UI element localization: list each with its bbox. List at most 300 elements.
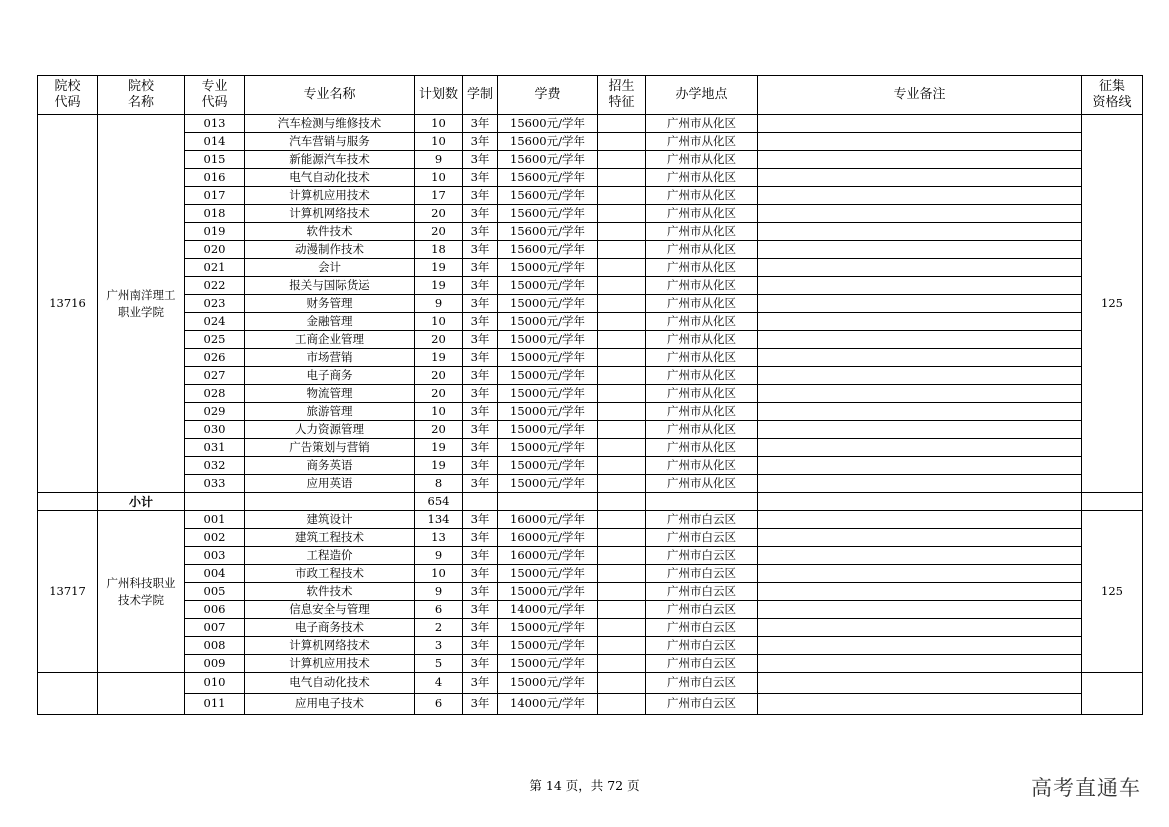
major-code-cell: 033 — [185, 475, 245, 493]
remark-cell — [758, 655, 1082, 673]
plan-cell: 13 — [415, 529, 463, 547]
fee-cell: 15000元/学年 — [498, 295, 598, 313]
fee-cell: 15000元/学年 — [498, 565, 598, 583]
major-name-cell: 电子商务技术 — [245, 619, 415, 637]
major-name-cell: 物流管理 — [245, 385, 415, 403]
major-code-cell: 032 — [185, 457, 245, 475]
major-name-cell: 财务管理 — [245, 295, 415, 313]
remark-cell — [758, 583, 1082, 601]
table-row — [38, 259, 1143, 277]
table-row — [38, 511, 1143, 529]
feature-cell — [598, 439, 646, 457]
cutoff-cell — [1082, 673, 1143, 715]
plan-cell: 4 — [415, 673, 463, 694]
location-cell: 广州市从化区 — [646, 403, 758, 421]
table-row — [38, 694, 1143, 715]
location-cell: 广州市从化区 — [646, 349, 758, 367]
major-code-cell: 029 — [185, 403, 245, 421]
years-cell: 3年 — [463, 277, 498, 295]
major-name-cell: 商务英语 — [245, 457, 415, 475]
major-code-cell: 023 — [185, 295, 245, 313]
fee-cell: 15000元/学年 — [498, 277, 598, 295]
plan-cell: 10 — [415, 169, 463, 187]
remark-cell — [758, 187, 1082, 205]
major-code-cell: 010 — [185, 673, 245, 694]
table-row — [38, 241, 1143, 259]
remark-cell — [758, 694, 1082, 715]
fee-cell: 15000元/学年 — [498, 637, 598, 655]
header-school-code: 院校 代码 — [38, 76, 98, 115]
major-code-cell: 018 — [185, 205, 245, 223]
location-cell: 广州市从化区 — [646, 133, 758, 151]
years-cell: 3年 — [463, 403, 498, 421]
table-row — [38, 655, 1143, 673]
table-row — [38, 457, 1143, 475]
feature-cell — [598, 475, 646, 493]
subtotal-blank — [38, 493, 98, 511]
table-row — [38, 637, 1143, 655]
remark-cell — [758, 547, 1082, 565]
remark-cell — [758, 601, 1082, 619]
fee-cell: 15600元/学年 — [498, 151, 598, 169]
remark-cell — [758, 673, 1082, 694]
school-name-cell: 广州南洋理工职业学院 — [98, 115, 185, 493]
remark-cell — [758, 205, 1082, 223]
plan-cell: 20 — [415, 367, 463, 385]
major-code-cell: 005 — [185, 583, 245, 601]
major-code-cell: 009 — [185, 655, 245, 673]
major-code-cell: 030 — [185, 421, 245, 439]
major-name-cell: 报关与国际货运 — [245, 277, 415, 295]
feature-cell — [598, 655, 646, 673]
major-code-cell: 007 — [185, 619, 245, 637]
major-code-cell: 014 — [185, 133, 245, 151]
table-row — [38, 385, 1143, 403]
plan-cell: 20 — [415, 205, 463, 223]
major-code-cell: 020 — [185, 241, 245, 259]
location-cell: 广州市从化区 — [646, 151, 758, 169]
subtotal-blank — [185, 493, 245, 511]
major-name-cell: 电气自动化技术 — [245, 673, 415, 694]
feature-cell — [598, 547, 646, 565]
major-code-cell: 028 — [185, 385, 245, 403]
plan-cell: 19 — [415, 259, 463, 277]
major-code-cell: 027 — [185, 367, 245, 385]
table-row — [38, 115, 1143, 133]
page-footer: 第 14 页，共 72 页 — [529, 778, 640, 793]
years-cell: 3年 — [463, 619, 498, 637]
header-fee: 学费 — [498, 76, 598, 115]
major-name-cell: 信息安全与管理 — [245, 601, 415, 619]
location-cell: 广州市白云区 — [646, 694, 758, 715]
location-cell: 广州市从化区 — [646, 475, 758, 493]
major-name-cell: 建筑工程技术 — [245, 529, 415, 547]
header-feature: 招生 特征 — [598, 76, 646, 115]
table-row — [38, 565, 1143, 583]
plan-cell: 19 — [415, 349, 463, 367]
location-cell: 广州市白云区 — [646, 547, 758, 565]
table-row — [38, 619, 1143, 637]
remark-cell — [758, 421, 1082, 439]
table-row — [38, 601, 1143, 619]
years-cell: 3年 — [463, 601, 498, 619]
years-cell: 3年 — [463, 421, 498, 439]
remark-cell — [758, 349, 1082, 367]
table-row — [38, 475, 1143, 493]
header-location: 办学地点 — [646, 76, 758, 115]
location-cell: 广州市从化区 — [646, 169, 758, 187]
table-row — [38, 367, 1143, 385]
plan-cell: 20 — [415, 385, 463, 403]
location-cell: 广州市从化区 — [646, 421, 758, 439]
feature-cell — [598, 133, 646, 151]
fee-cell: 14000元/学年 — [498, 694, 598, 715]
feature-cell — [598, 583, 646, 601]
location-cell: 广州市从化区 — [646, 259, 758, 277]
header-major-name: 专业名称 — [245, 76, 415, 115]
major-name-cell: 计算机网络技术 — [245, 205, 415, 223]
fee-cell: 15600元/学年 — [498, 133, 598, 151]
years-cell: 3年 — [463, 241, 498, 259]
subtotal-blank — [1082, 493, 1143, 511]
school-name-cell: 广州科技职业技术学院 — [98, 511, 185, 673]
table-row — [38, 529, 1143, 547]
cutoff-cell: 125 — [1082, 115, 1143, 493]
major-code-cell: 015 — [185, 151, 245, 169]
major-name-cell: 金融管理 — [245, 313, 415, 331]
major-name-cell: 应用电子技术 — [245, 694, 415, 715]
header-years: 学制 — [463, 76, 498, 115]
location-cell: 广州市白云区 — [646, 601, 758, 619]
table-row — [38, 421, 1143, 439]
location-cell: 广州市从化区 — [646, 295, 758, 313]
table-row — [38, 187, 1143, 205]
location-cell: 广州市白云区 — [646, 583, 758, 601]
major-name-cell: 建筑设计 — [245, 511, 415, 529]
feature-cell — [598, 349, 646, 367]
location-cell: 广州市白云区 — [646, 673, 758, 694]
subtotal-plan: 654 — [415, 493, 463, 511]
major-code-cell: 004 — [185, 565, 245, 583]
table-row — [38, 151, 1143, 169]
feature-cell — [598, 277, 646, 295]
years-cell: 3年 — [463, 169, 498, 187]
major-name-cell: 会计 — [245, 259, 415, 277]
feature-cell — [598, 601, 646, 619]
table-row — [38, 673, 1143, 694]
remark-cell — [758, 133, 1082, 151]
remark-cell — [758, 259, 1082, 277]
feature-cell — [598, 331, 646, 349]
plan-cell: 6 — [415, 601, 463, 619]
table-row — [38, 133, 1143, 151]
major-code-cell: 031 — [185, 439, 245, 457]
plan-cell: 19 — [415, 457, 463, 475]
fee-cell: 15000元/学年 — [498, 259, 598, 277]
plan-cell: 6 — [415, 694, 463, 715]
remark-cell — [758, 223, 1082, 241]
location-cell: 广州市从化区 — [646, 439, 758, 457]
major-name-cell: 动漫制作技术 — [245, 241, 415, 259]
feature-cell — [598, 223, 646, 241]
remark-cell — [758, 115, 1082, 133]
location-cell: 广州市白云区 — [646, 565, 758, 583]
feature-cell — [598, 295, 646, 313]
location-cell: 广州市白云区 — [646, 511, 758, 529]
fee-cell: 15000元/学年 — [498, 367, 598, 385]
feature-cell — [598, 637, 646, 655]
plan-cell: 20 — [415, 421, 463, 439]
table-row — [38, 349, 1143, 367]
major-code-cell: 011 — [185, 694, 245, 715]
location-cell: 广州市从化区 — [646, 223, 758, 241]
major-name-cell: 软件技术 — [245, 583, 415, 601]
feature-cell — [598, 385, 646, 403]
major-name-cell: 人力资源管理 — [245, 421, 415, 439]
fee-cell: 15000元/学年 — [498, 439, 598, 457]
major-name-cell: 旅游管理 — [245, 403, 415, 421]
years-cell: 3年 — [463, 115, 498, 133]
location-cell: 广州市白云区 — [646, 619, 758, 637]
plan-cell: 10 — [415, 403, 463, 421]
fee-cell: 15000元/学年 — [498, 655, 598, 673]
years-cell: 3年 — [463, 331, 498, 349]
fee-cell: 15000元/学年 — [498, 313, 598, 331]
fee-cell: 15000元/学年 — [498, 457, 598, 475]
major-code-cell: 021 — [185, 259, 245, 277]
plan-cell: 9 — [415, 151, 463, 169]
fee-cell: 15600元/学年 — [498, 205, 598, 223]
fee-cell: 15000元/学年 — [498, 673, 598, 694]
years-cell: 3年 — [463, 259, 498, 277]
feature-cell — [598, 169, 646, 187]
major-name-cell: 计算机应用技术 — [245, 655, 415, 673]
header-cutoff: 征集 资格线 — [1082, 76, 1143, 115]
table-row — [38, 547, 1143, 565]
plan-cell: 10 — [415, 133, 463, 151]
remark-cell — [758, 619, 1082, 637]
remark-cell — [758, 295, 1082, 313]
years-cell: 3年 — [463, 313, 498, 331]
remark-cell — [758, 313, 1082, 331]
major-name-cell: 电子商务 — [245, 367, 415, 385]
major-code-cell: 002 — [185, 529, 245, 547]
location-cell: 广州市白云区 — [646, 637, 758, 655]
years-cell: 3年 — [463, 349, 498, 367]
major-code-cell: 019 — [185, 223, 245, 241]
feature-cell — [598, 673, 646, 694]
major-name-cell: 计算机网络技术 — [245, 637, 415, 655]
table-row — [38, 331, 1143, 349]
header-plan: 计划数 — [415, 76, 463, 115]
fee-cell: 15000元/学年 — [498, 619, 598, 637]
fee-cell: 15600元/学年 — [498, 169, 598, 187]
major-name-cell: 软件技术 — [245, 223, 415, 241]
major-code-cell: 022 — [185, 277, 245, 295]
header-major-code: 专业 代码 — [185, 76, 245, 115]
major-code-cell: 003 — [185, 547, 245, 565]
table-row — [38, 439, 1143, 457]
subtotal-blank — [758, 493, 1082, 511]
watermark: 高考直通车 — [1031, 776, 1141, 800]
table-row — [38, 313, 1143, 331]
plan-cell: 9 — [415, 295, 463, 313]
feature-cell — [598, 421, 646, 439]
school-name-cell — [98, 673, 185, 715]
major-name-cell: 工商企业管理 — [245, 331, 415, 349]
major-code-cell: 006 — [185, 601, 245, 619]
feature-cell — [598, 313, 646, 331]
remark-cell — [758, 241, 1082, 259]
fee-cell: 15000元/学年 — [498, 349, 598, 367]
plan-cell: 20 — [415, 223, 463, 241]
header-row — [38, 76, 1143, 115]
major-name-cell: 工程造价 — [245, 547, 415, 565]
remark-cell — [758, 403, 1082, 421]
plan-cell: 2 — [415, 619, 463, 637]
major-code-cell: 017 — [185, 187, 245, 205]
years-cell: 3年 — [463, 529, 498, 547]
years-cell: 3年 — [463, 151, 498, 169]
fee-cell: 15000元/学年 — [498, 385, 598, 403]
plan-cell: 8 — [415, 475, 463, 493]
years-cell: 3年 — [463, 385, 498, 403]
subtotal-blank — [646, 493, 758, 511]
feature-cell — [598, 241, 646, 259]
feature-cell — [598, 403, 646, 421]
plan-cell: 5 — [415, 655, 463, 673]
plan-cell: 134 — [415, 511, 463, 529]
fee-cell: 15600元/学年 — [498, 223, 598, 241]
years-cell: 3年 — [463, 133, 498, 151]
major-name-cell: 汽车营销与服务 — [245, 133, 415, 151]
location-cell: 广州市从化区 — [646, 205, 758, 223]
table-row — [38, 205, 1143, 223]
feature-cell — [598, 694, 646, 715]
subtotal-blank — [245, 493, 415, 511]
years-cell: 3年 — [463, 187, 498, 205]
school-code-cell — [38, 673, 98, 715]
plan-cell: 19 — [415, 277, 463, 295]
remark-cell — [758, 475, 1082, 493]
fee-cell: 14000元/学年 — [498, 601, 598, 619]
location-cell: 广州市从化区 — [646, 277, 758, 295]
fee-cell: 15000元/学年 — [498, 331, 598, 349]
table-row — [38, 583, 1143, 601]
fee-cell: 15600元/学年 — [498, 187, 598, 205]
years-cell: 3年 — [463, 511, 498, 529]
years-cell: 3年 — [463, 367, 498, 385]
major-code-cell: 016 — [185, 169, 245, 187]
plan-cell: 17 — [415, 187, 463, 205]
feature-cell — [598, 205, 646, 223]
fee-cell: 16000元/学年 — [498, 511, 598, 529]
fee-cell: 15000元/学年 — [498, 403, 598, 421]
table-row — [38, 295, 1143, 313]
feature-cell — [598, 511, 646, 529]
major-code-cell: 001 — [185, 511, 245, 529]
years-cell: 3年 — [463, 565, 498, 583]
location-cell: 广州市从化区 — [646, 313, 758, 331]
subtotal-row — [38, 493, 1143, 511]
header-school-name: 院校 名称 — [98, 76, 185, 115]
remark-cell — [758, 457, 1082, 475]
fee-cell: 15600元/学年 — [498, 115, 598, 133]
subtotal-label: 小计 — [98, 493, 185, 511]
major-name-cell: 新能源汽车技术 — [245, 151, 415, 169]
years-cell: 3年 — [463, 673, 498, 694]
plan-cell: 10 — [415, 115, 463, 133]
feature-cell — [598, 115, 646, 133]
years-cell: 3年 — [463, 475, 498, 493]
location-cell: 广州市白云区 — [646, 655, 758, 673]
school-code-cell: 13717 — [38, 511, 98, 673]
location-cell: 广州市从化区 — [646, 331, 758, 349]
feature-cell — [598, 367, 646, 385]
years-cell: 3年 — [463, 457, 498, 475]
admission-plan-table — [37, 75, 1143, 715]
fee-cell: 15000元/学年 — [498, 475, 598, 493]
remark-cell — [758, 439, 1082, 457]
years-cell: 3年 — [463, 655, 498, 673]
remark-cell — [758, 385, 1082, 403]
table-row — [38, 277, 1143, 295]
major-name-cell: 电气自动化技术 — [245, 169, 415, 187]
location-cell: 广州市从化区 — [646, 241, 758, 259]
plan-cell: 9 — [415, 583, 463, 601]
cutoff-cell: 125 — [1082, 511, 1143, 673]
remark-cell — [758, 331, 1082, 349]
years-cell: 3年 — [463, 694, 498, 715]
major-name-cell: 汽车检测与维修技术 — [245, 115, 415, 133]
remark-cell — [758, 367, 1082, 385]
plan-cell: 10 — [415, 313, 463, 331]
subtotal-blank — [598, 493, 646, 511]
major-code-cell: 026 — [185, 349, 245, 367]
header-remark: 专业备注 — [758, 76, 1082, 115]
table-body — [38, 115, 1143, 715]
location-cell: 广州市从化区 — [646, 187, 758, 205]
feature-cell — [598, 259, 646, 277]
major-name-cell: 应用英语 — [245, 475, 415, 493]
subtotal-blank — [463, 493, 498, 511]
major-code-cell: 008 — [185, 637, 245, 655]
remark-cell — [758, 637, 1082, 655]
plan-cell: 10 — [415, 565, 463, 583]
feature-cell — [598, 529, 646, 547]
table-row — [38, 403, 1143, 421]
table-row — [38, 223, 1143, 241]
subtotal-blank — [498, 493, 598, 511]
location-cell: 广州市从化区 — [646, 457, 758, 475]
location-cell: 广州市白云区 — [646, 529, 758, 547]
years-cell: 3年 — [463, 439, 498, 457]
table-row — [38, 169, 1143, 187]
remark-cell — [758, 529, 1082, 547]
major-code-cell: 025 — [185, 331, 245, 349]
fee-cell: 15000元/学年 — [498, 421, 598, 439]
plan-cell: 18 — [415, 241, 463, 259]
years-cell: 3年 — [463, 547, 498, 565]
years-cell: 3年 — [463, 223, 498, 241]
feature-cell — [598, 565, 646, 583]
fee-cell: 16000元/学年 — [498, 547, 598, 565]
fee-cell: 15600元/学年 — [498, 241, 598, 259]
plan-cell: 20 — [415, 331, 463, 349]
location-cell: 广州市从化区 — [646, 385, 758, 403]
remark-cell — [758, 277, 1082, 295]
school-code-cell: 13716 — [38, 115, 98, 493]
